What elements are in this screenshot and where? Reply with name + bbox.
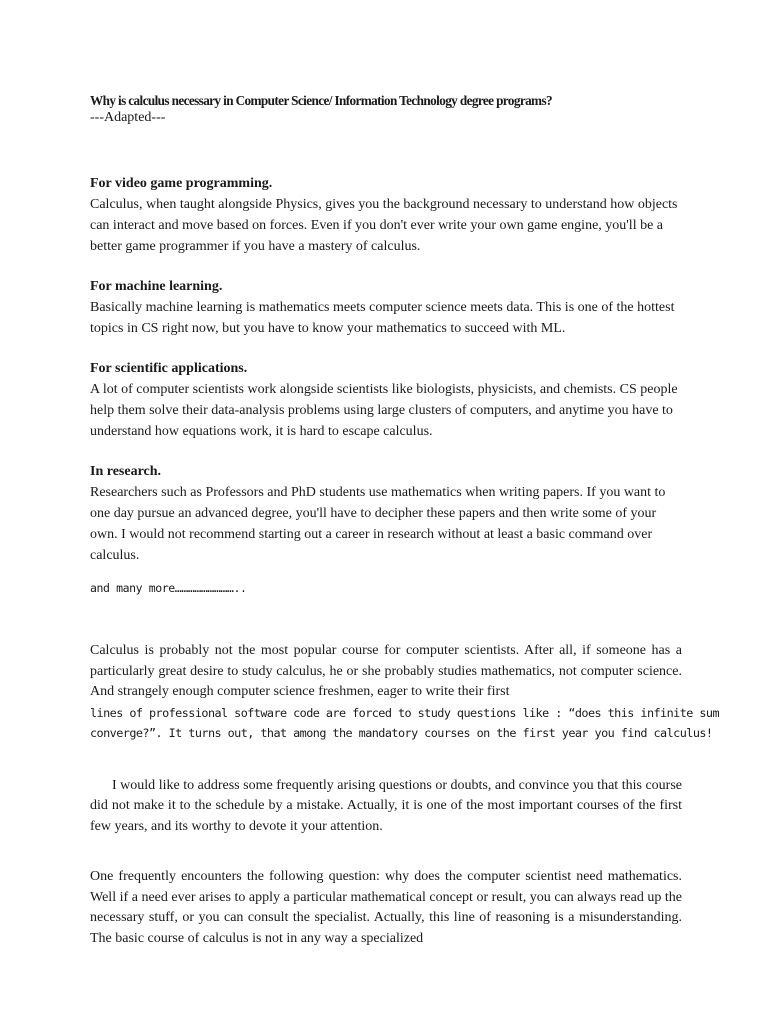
paragraph-text: Calculus is probably not the most popular course for computer scientists. After all, if someone has a particularly great desire to study calculus, he or she probably studies mathematics, not computer science. And strangely enough computer science freshmen, eager to write their first <box>90 643 682 699</box>
document-subtitle: ---Adapted--- <box>90 110 166 125</box>
section-research <box>90 462 682 566</box>
section-machine-learning <box>90 277 682 339</box>
paragraph-mono-line: converge?”. It turns out, that among the mandatory courses on the first year you find calculus! <box>90 726 713 740</box>
document-title: Why is calculus necessary in Computer Science/ Information Technology degree programs? <box>90 93 552 108</box>
section-video-game <box>90 174 682 257</box>
document-page <box>90 93 720 949</box>
paragraph-address-questions: I would like to address some frequently arising questions or doubts, and convince you that this course did not make it to the schedule by a mistake. Actually, it is one of the most important courses of the first few years, and its worthy to devote it your attention. <box>90 777 682 834</box>
section-heading: For machine learning. <box>90 279 223 294</box>
section-body: A lot of computer scientists work alongside scientists like biologists, physicists, and chemists. CS people help them solve their data-analysis problems using large clusters of computers, and anytime you have to understand how equations work, it is hard to escape calculus. <box>90 382 678 439</box>
paragraph-calculus-popularity <box>90 641 720 744</box>
section-heading: For video game programming. <box>90 176 273 191</box>
section-heading: In research. <box>90 464 162 479</box>
paragraph-mono-line: lines of professional software code are forced to study questions like : “does this infinite sum <box>90 705 720 720</box>
section-heading: For scientific applications. <box>90 361 248 376</box>
and-many-more-text: and many more……………………….. <box>90 581 247 595</box>
paragraph-frequent-question: One frequently encounters the following question: why does the computer scientist need mathematics. Well if a need ever arises to apply a particular mathematical concept or result, you can always read up the necessary stuff, or you can consult the specialist. Actually, this line of reasoning is a misunderstanding. The basic course of calculus is not in any way a specialized <box>90 869 682 946</box>
section-body: Basically machine learning is mathematics meets computer science meets data. This is one of the hottest topics in CS right now, but you have to know your mathematics to succeed with ML. <box>90 300 675 336</box>
section-body: Calculus, when taught alongside Physics, gives you the background necessary to understand how objects can interact and move based on forces. Even if you don't ever write your own game engine, you'll be a better game programmer if you have a mastery of calculus. <box>90 197 678 254</box>
section-scientific-applications <box>90 359 682 442</box>
section-body: Researchers such as Professors and PhD students use mathematics when writing papers. If you want to one day pursue an advanced degree, you'll have to decipher these papers and then write some of your own. I would not recommend starting out a career in research without at least a basic command over calculus. <box>90 485 666 563</box>
